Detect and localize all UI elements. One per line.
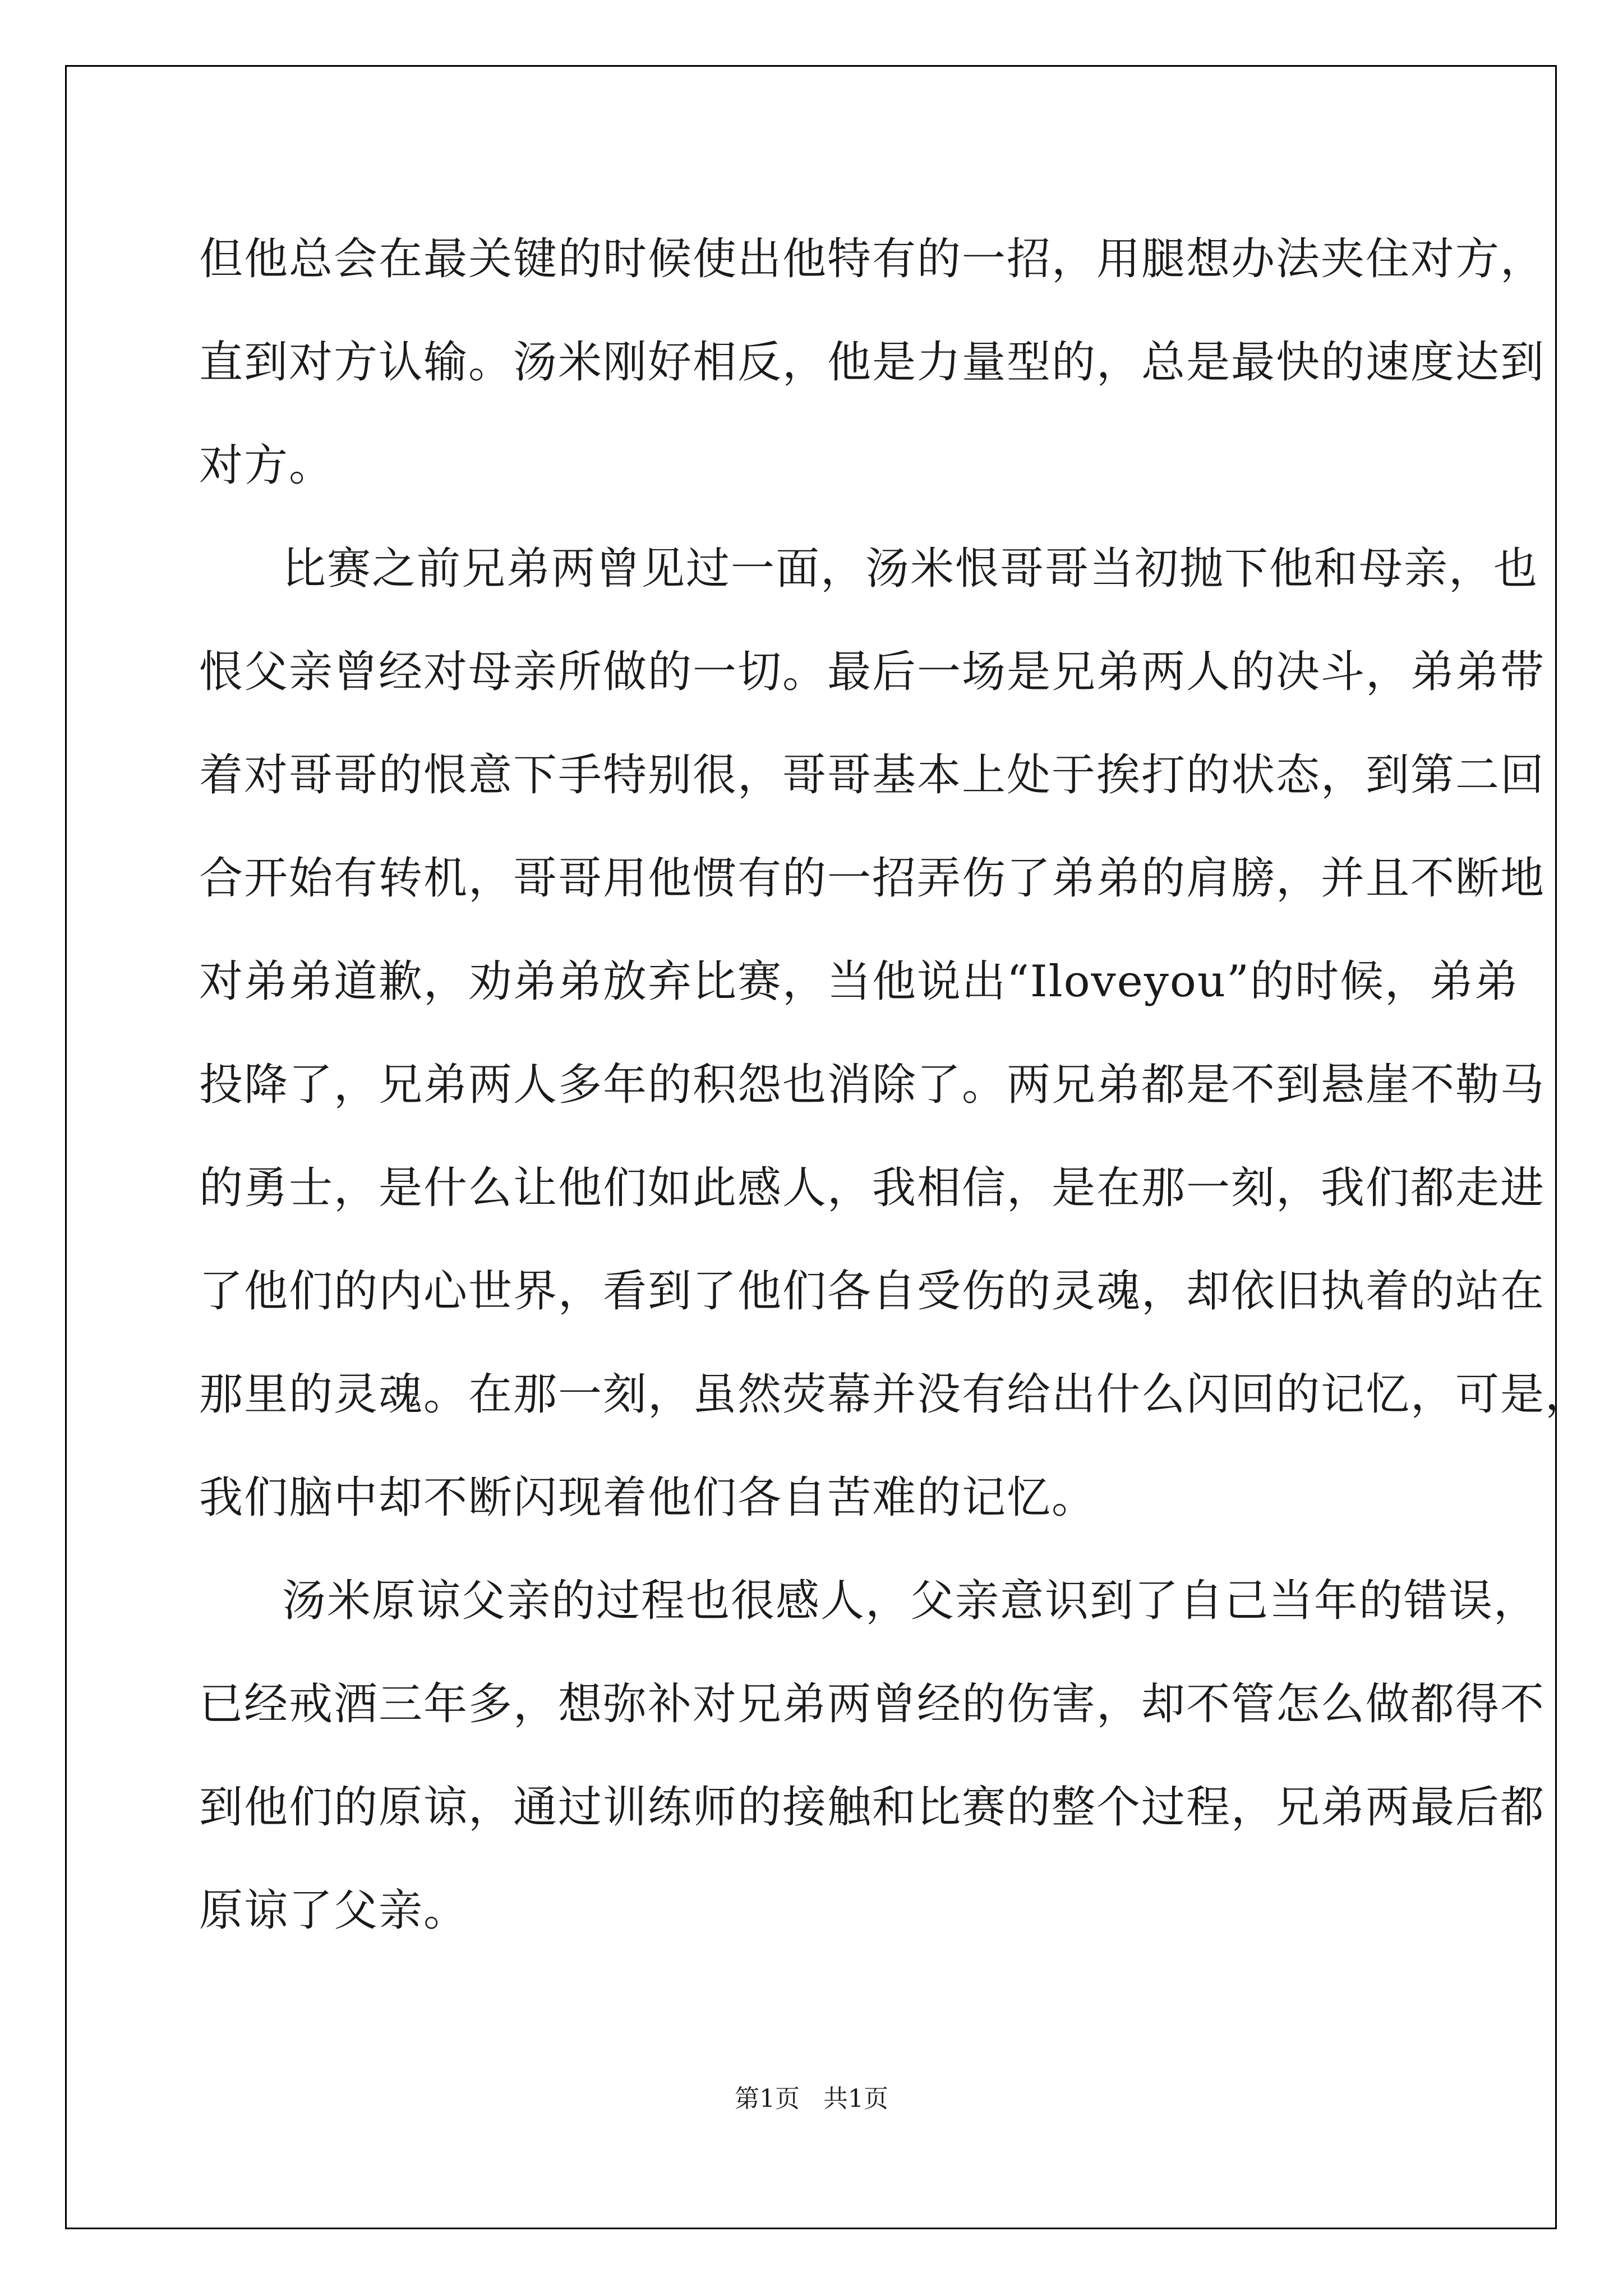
text-line-15: 已经戒酒三年多，想弥补对兄弟两曾经的伤害，却不管怎么做都得不 <box>199 1679 1546 1729</box>
text-line-5: 恨父亲曾经对母亲所做的一切。最后一场是兄弟两人的决斗，弟弟带 <box>199 647 1546 697</box>
text-line-1: 但他总会在最关键的时候使出他特有的一招，用腿想办法夹住对方， <box>199 234 1546 284</box>
text-line-13: 我们脑中却不断闪现着他们各自苦难的记忆。 <box>199 1473 1097 1523</box>
text-line-6: 着对哥哥的恨意下手特别很，哥哥基本上处于挨打的状态，到第二回 <box>199 750 1546 800</box>
text-line-4: 比赛之前兄弟两曾见过一面，汤米恨哥哥当初抛下他和母亲，也 <box>282 544 1539 594</box>
text-line-11: 了他们的内心世界，看到了他们各自受伤的灵魂，却依旧执着的站在 <box>199 1266 1546 1317</box>
text-line-2: 直到对方认输。汤米刚好相反，他是力量型的，总是最快的速度达到 <box>199 337 1546 388</box>
text-line-14: 汤米原谅父亲的过程也很感人，父亲意识到了自己当年的错误， <box>282 1576 1539 1626</box>
text-line-17: 原谅了父亲。 <box>199 1885 469 1936</box>
text-line-12: 那里的灵魂。在那一刻，虽然荧幕并没有给出什么闪回的记忆，可是， <box>199 1369 1590 1420</box>
text-line-3: 对方。 <box>199 440 334 491</box>
text-line-10: 的勇士，是什么让他们如此感人，我相信，是在那一刻，我们都走进 <box>199 1163 1546 1213</box>
document-body <box>199 208 1590 1962</box>
page-footer: 第1页 共1页 <box>735 2085 888 2113</box>
text-line-9: 投降了，兄弟两人多年的积怨也消除了。两兄弟都是不到悬崖不勒马 <box>199 1060 1546 1110</box>
text-line-16: 到他们的原谅，通过训练师的接触和比赛的整个过程，兄弟两最后都 <box>199 1782 1546 1833</box>
text-line-7: 合开始有转机，哥哥用他惯有的一招弄伤了弟弟的肩膀，并且不断地 <box>199 853 1546 904</box>
text-line-8: 对弟弟道歉，劝弟弟放弃比赛，当他说出“Iloveyou”的时候，弟弟 <box>199 956 1519 1007</box>
